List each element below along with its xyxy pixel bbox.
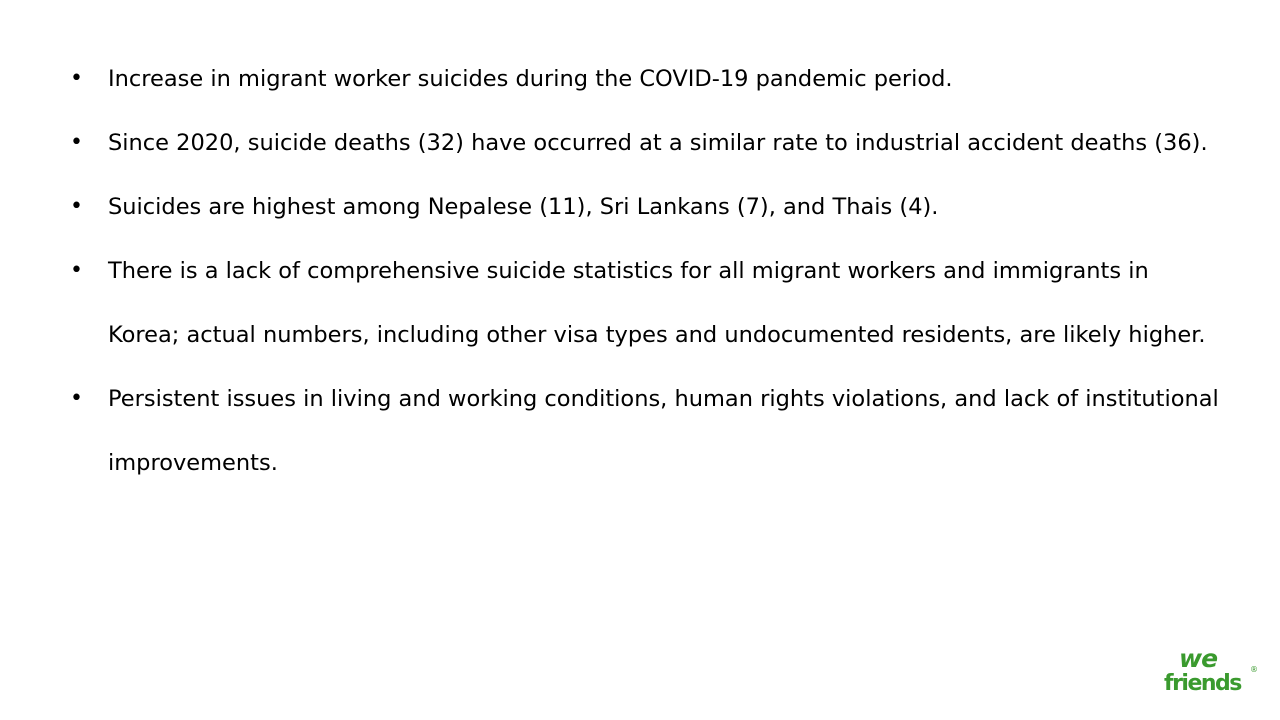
bullet-item [70,175,1220,239]
bullet-item [70,111,1220,175]
bullet-text: There is a lack of comprehensive suicide statistics for all migrant workers and immigrants in Korea; actual numbers, including other visa types and undocumented residents, are likely higher. [108,258,1206,348]
bullet-dot-icon: • [70,386,83,411]
bullet-dot-icon: • [70,66,83,91]
bullet-list [70,47,1220,495]
bullet-text: Persistent issues in living and working conditions, human rights violations, and lack of institutional improvements. [108,386,1219,476]
bullet-text: Suicides are highest among Nepalese (11), Sri Lankans (7), and Thais (4). [108,194,939,220]
bullet-text: Since 2020, suicide deaths (32) have occurred at a similar rate to industrial accident deaths (36). [108,130,1208,156]
logo-line-we: we [1179,645,1218,673]
bullet-dot-icon: • [70,194,83,219]
bullet-item [70,367,1220,495]
bullet-item [70,47,1220,111]
bullet-dot-icon: • [70,258,83,283]
we-friends-logo [1163,645,1263,693]
logo-registered-mark: ® [1250,665,1258,674]
bullet-dot-icon: • [70,130,83,155]
bullet-item [70,239,1220,367]
bullet-text: Increase in migrant worker suicides during the COVID-19 pandemic period. [108,66,953,92]
logo-line-friends: friends [1164,671,1241,693]
